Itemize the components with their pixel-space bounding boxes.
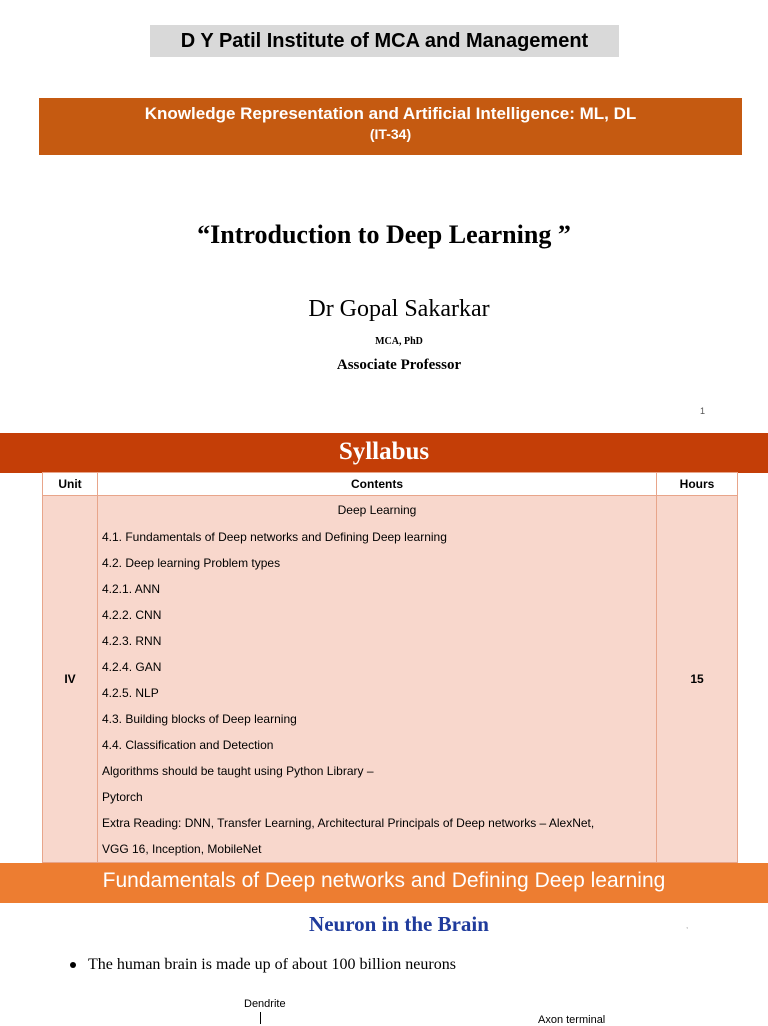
content-line: Extra Reading: DNN, Transfer Learning, Architectural Principals of Deep networks – AlexNet, (102, 816, 595, 830)
course-code: (IT-34) (369, 126, 412, 142)
syllabus-table (42, 472, 738, 863)
slide-number: 1 (700, 406, 706, 416)
neuron-subtitle: Neuron in the Brain (309, 912, 489, 936)
content-line: VGG 16, Inception, MobileNet (102, 842, 262, 856)
header-hours: Hours (657, 473, 738, 496)
content-line: 4.2.4. GAN (102, 660, 162, 674)
contents-cell (98, 496, 657, 863)
institute-name: D Y Patil Institute of MCA and Management (150, 25, 619, 57)
contents-heading: Deep Learning (337, 503, 417, 517)
course-title-bar (39, 98, 742, 155)
dendrite-label: Dendrite (244, 998, 286, 1010)
bullet-item (70, 956, 456, 974)
header-contents: Contents (98, 473, 657, 496)
content-line: 4.2. Deep learning Problem types (102, 556, 281, 570)
table-row (43, 496, 738, 863)
header-unit: Unit (43, 473, 98, 496)
content-line: 4.4. Classification and Detection (102, 738, 274, 752)
hours-cell: 15 (657, 496, 738, 863)
lecture-title: “Introduction to Deep Learning ” (197, 220, 571, 249)
table-header-row (43, 473, 738, 496)
content-line: 4.2.1. ANN (102, 582, 161, 596)
bullet-text: The human brain is made up of about 100 billion neurons (88, 956, 456, 973)
author-designation: Associate Professor (336, 357, 462, 373)
axon-terminal-label: Axon terminal (538, 1014, 606, 1026)
content-line: Algorithms should be taught using Python Library – (102, 764, 374, 778)
author-name: Dr Gopal Sakarkar (308, 296, 490, 322)
decorative-mark: , (686, 921, 689, 930)
content-line: 4.2.2. CNN (102, 608, 162, 622)
bullet-dot-icon (70, 962, 76, 968)
content-line: 4.1. Fundamentals of Deep networks and Defining Deep learning (102, 530, 447, 544)
author-degree: MCA, PhD (375, 336, 423, 347)
fundamentals-title: Fundamentals of Deep networks and Defining Deep learning (0, 863, 768, 903)
course-title: Knowledge Representation and Artificial Intelligence: ML, DL (144, 104, 637, 123)
dendrite-pointer-line (260, 1012, 261, 1024)
content-line: 4.2.5. NLP (102, 686, 159, 700)
content-line: 4.3. Building blocks of Deep learning (102, 712, 297, 726)
content-line: Pytorch (102, 790, 143, 804)
unit-cell: IV (43, 496, 98, 863)
content-line: 4.2.3. RNN (102, 634, 162, 648)
syllabus-title: Syllabus (0, 433, 768, 473)
